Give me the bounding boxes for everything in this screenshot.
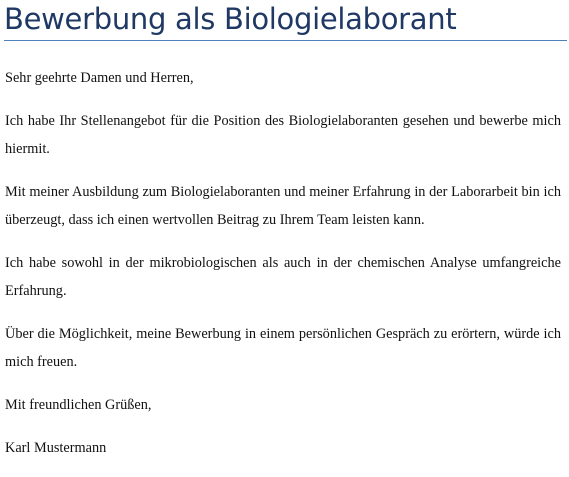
signature-name: Karl Mustermann [5,440,107,456]
title-underline [4,40,567,41]
salutation: Sehr geehrte Damen und Herren, [5,70,194,86]
paragraph-qualification: Mit meiner Ausbildung zum Biologielaboranten und meiner Erfahrung in der Laborarbeit bin ich überzeugt, dass ich einen wertvollen Beitrag zu Ihrem Team leisten kann. [5,184,561,228]
paragraph-experience: Ich habe sowohl in der mikrobiologischen als auch in der chemischen Analyse umfangreiche Erfahrung. [5,255,561,299]
letter-body [5,64,561,477]
paragraph-intro: Ich habe Ihr Stellenangebot für die Position des Biologielaboranten gesehen und bewerbe mich hiermit. [5,113,561,157]
paragraph-interview: Über die Möglichkeit, meine Bewerbung in einem persönlichen Gespräch zu erörtern, würde ich mich freuen. [5,326,561,370]
document-title: Bewerbung als Biologielaborant [4,2,457,36]
closing: Mit freundlichen Grüßen, [5,397,152,413]
